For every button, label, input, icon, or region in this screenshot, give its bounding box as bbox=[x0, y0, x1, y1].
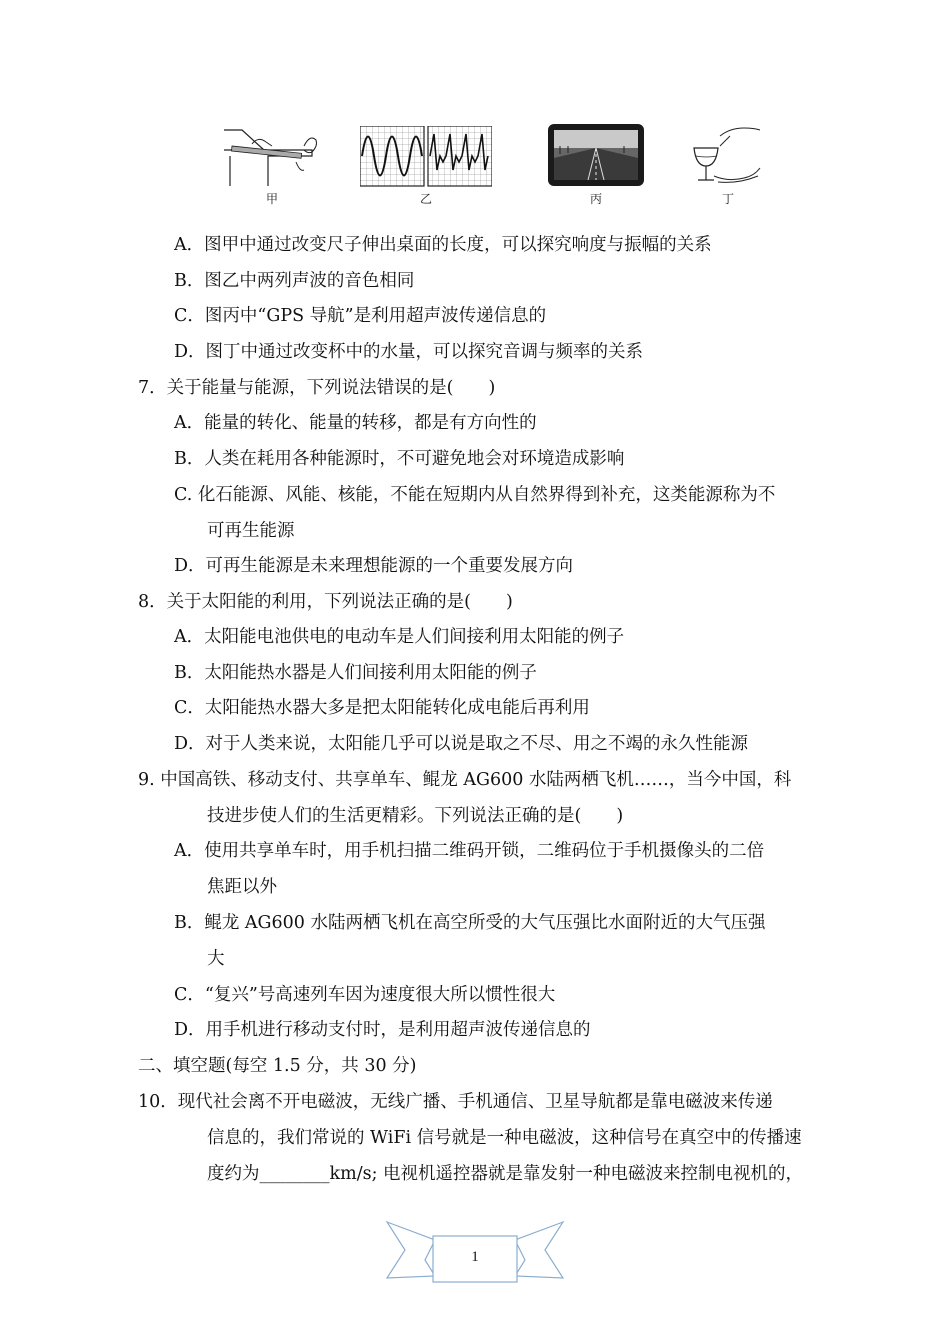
q8-option-b: B．太阳能热水器是人们间接利用太阳能的例子 bbox=[174, 663, 537, 683]
q10-stem: 10．现代社会离不开电磁波，无线广播、手机通信、卫星导航都是靠电磁波来传递 bbox=[138, 1092, 773, 1112]
q10-stem-line-2: 信息的，我们常说的 WiFi 信号就是一种电磁波，这种信号在真空中的传播速 bbox=[207, 1128, 802, 1148]
q6-option-b: B．图乙中两列声波的音色相同 bbox=[174, 271, 415, 291]
page-number: 1 bbox=[471, 1249, 479, 1265]
q8-option-a: A．太阳能电池供电的电动车是人们间接利用太阳能的例子 bbox=[174, 627, 625, 647]
q7-option-a: A．能量的转化、能量的转移，都是有方向性的 bbox=[174, 413, 537, 433]
q9-option-a: A．使用共享单车时，用手机扫描二维码开锁，二维码位于手机摄像头的二倍 bbox=[174, 841, 765, 861]
q7-option-b: B．人类在耗用各种能源时，不可避免地会对环境造成影响 bbox=[174, 449, 625, 469]
q6-option-c: C．图丙中“GPS 导航”是利用超声波传递信息的 bbox=[174, 306, 547, 326]
gps-navigation-figure bbox=[548, 124, 644, 186]
section-2-heading: 二、填空题(每空 1.5 分，共 30 分) bbox=[138, 1056, 417, 1076]
q9-option-b: B．鲲龙 AG600 水陆两栖飞机在高空所受的大气压强比水面附近的大气压强 bbox=[174, 913, 766, 933]
figure-caption-yi: 乙 bbox=[420, 192, 433, 206]
figure-caption-ding: 丁 bbox=[722, 192, 735, 206]
q8-option-d: D．对于人类来说，太阳能几乎可以说是取之不尽、用之不竭的永久性能源 bbox=[174, 734, 749, 754]
figure-caption-bing: 丙 bbox=[590, 192, 603, 206]
q9-stem-continued: 技进步使人们的生活更精彩。下列说法正确的是( ) bbox=[207, 806, 624, 826]
q8-stem: 8．关于太阳能的利用，下列说法正确的是( ) bbox=[138, 592, 513, 612]
q7-option-d: D．可再生能源是未来理想能源的一个重要发展方向 bbox=[174, 556, 574, 576]
q10-stem-line-3: 度约为________km/s; 电视机遥控器就是靠发射一种电磁波来控制电视机的， bbox=[207, 1164, 804, 1184]
q9-option-d: D．用手机进行移动支付时，是利用超声波传递信息的 bbox=[174, 1020, 591, 1040]
q7-option-c-continued: 可再生能源 bbox=[207, 521, 295, 541]
wine-glass-figure bbox=[690, 122, 762, 188]
q7-option-c: C. 化石能源、风能、核能，不能在短期内从自然界得到补充，这类能源称为不 bbox=[174, 485, 776, 505]
q9-stem: 9. 中国高铁、移动支付、共享单车、鲲龙 AG600 水陆两栖飞机……，当今中国，科 bbox=[138, 770, 792, 790]
ruler-on-table-figure bbox=[222, 126, 322, 188]
q9-option-c: C．“复兴”号高速列车因为速度很大所以惯性很大 bbox=[174, 985, 556, 1005]
q6-option-a: A．图甲中通过改变尺子伸出桌面的长度，可以探究响度与振幅的关系 bbox=[174, 235, 712, 255]
figure-row bbox=[0, 118, 950, 218]
page-number-ribbon bbox=[385, 1220, 565, 1284]
q7-stem: 7．关于能量与能源，下列说法错误的是( ) bbox=[138, 378, 496, 398]
waveform-figure bbox=[360, 126, 492, 188]
q9-option-a-continued: 焦距以外 bbox=[207, 877, 277, 897]
q6-option-d: D．图丁中通过改变杯中的水量，可以探究音调与频率的关系 bbox=[174, 342, 644, 362]
q8-option-c: C．太阳能热水器大多是把太阳能转化成电能后再利用 bbox=[174, 698, 590, 718]
q9-option-b-continued: 大 bbox=[207, 949, 225, 969]
figure-caption-jia: 甲 bbox=[266, 192, 279, 206]
